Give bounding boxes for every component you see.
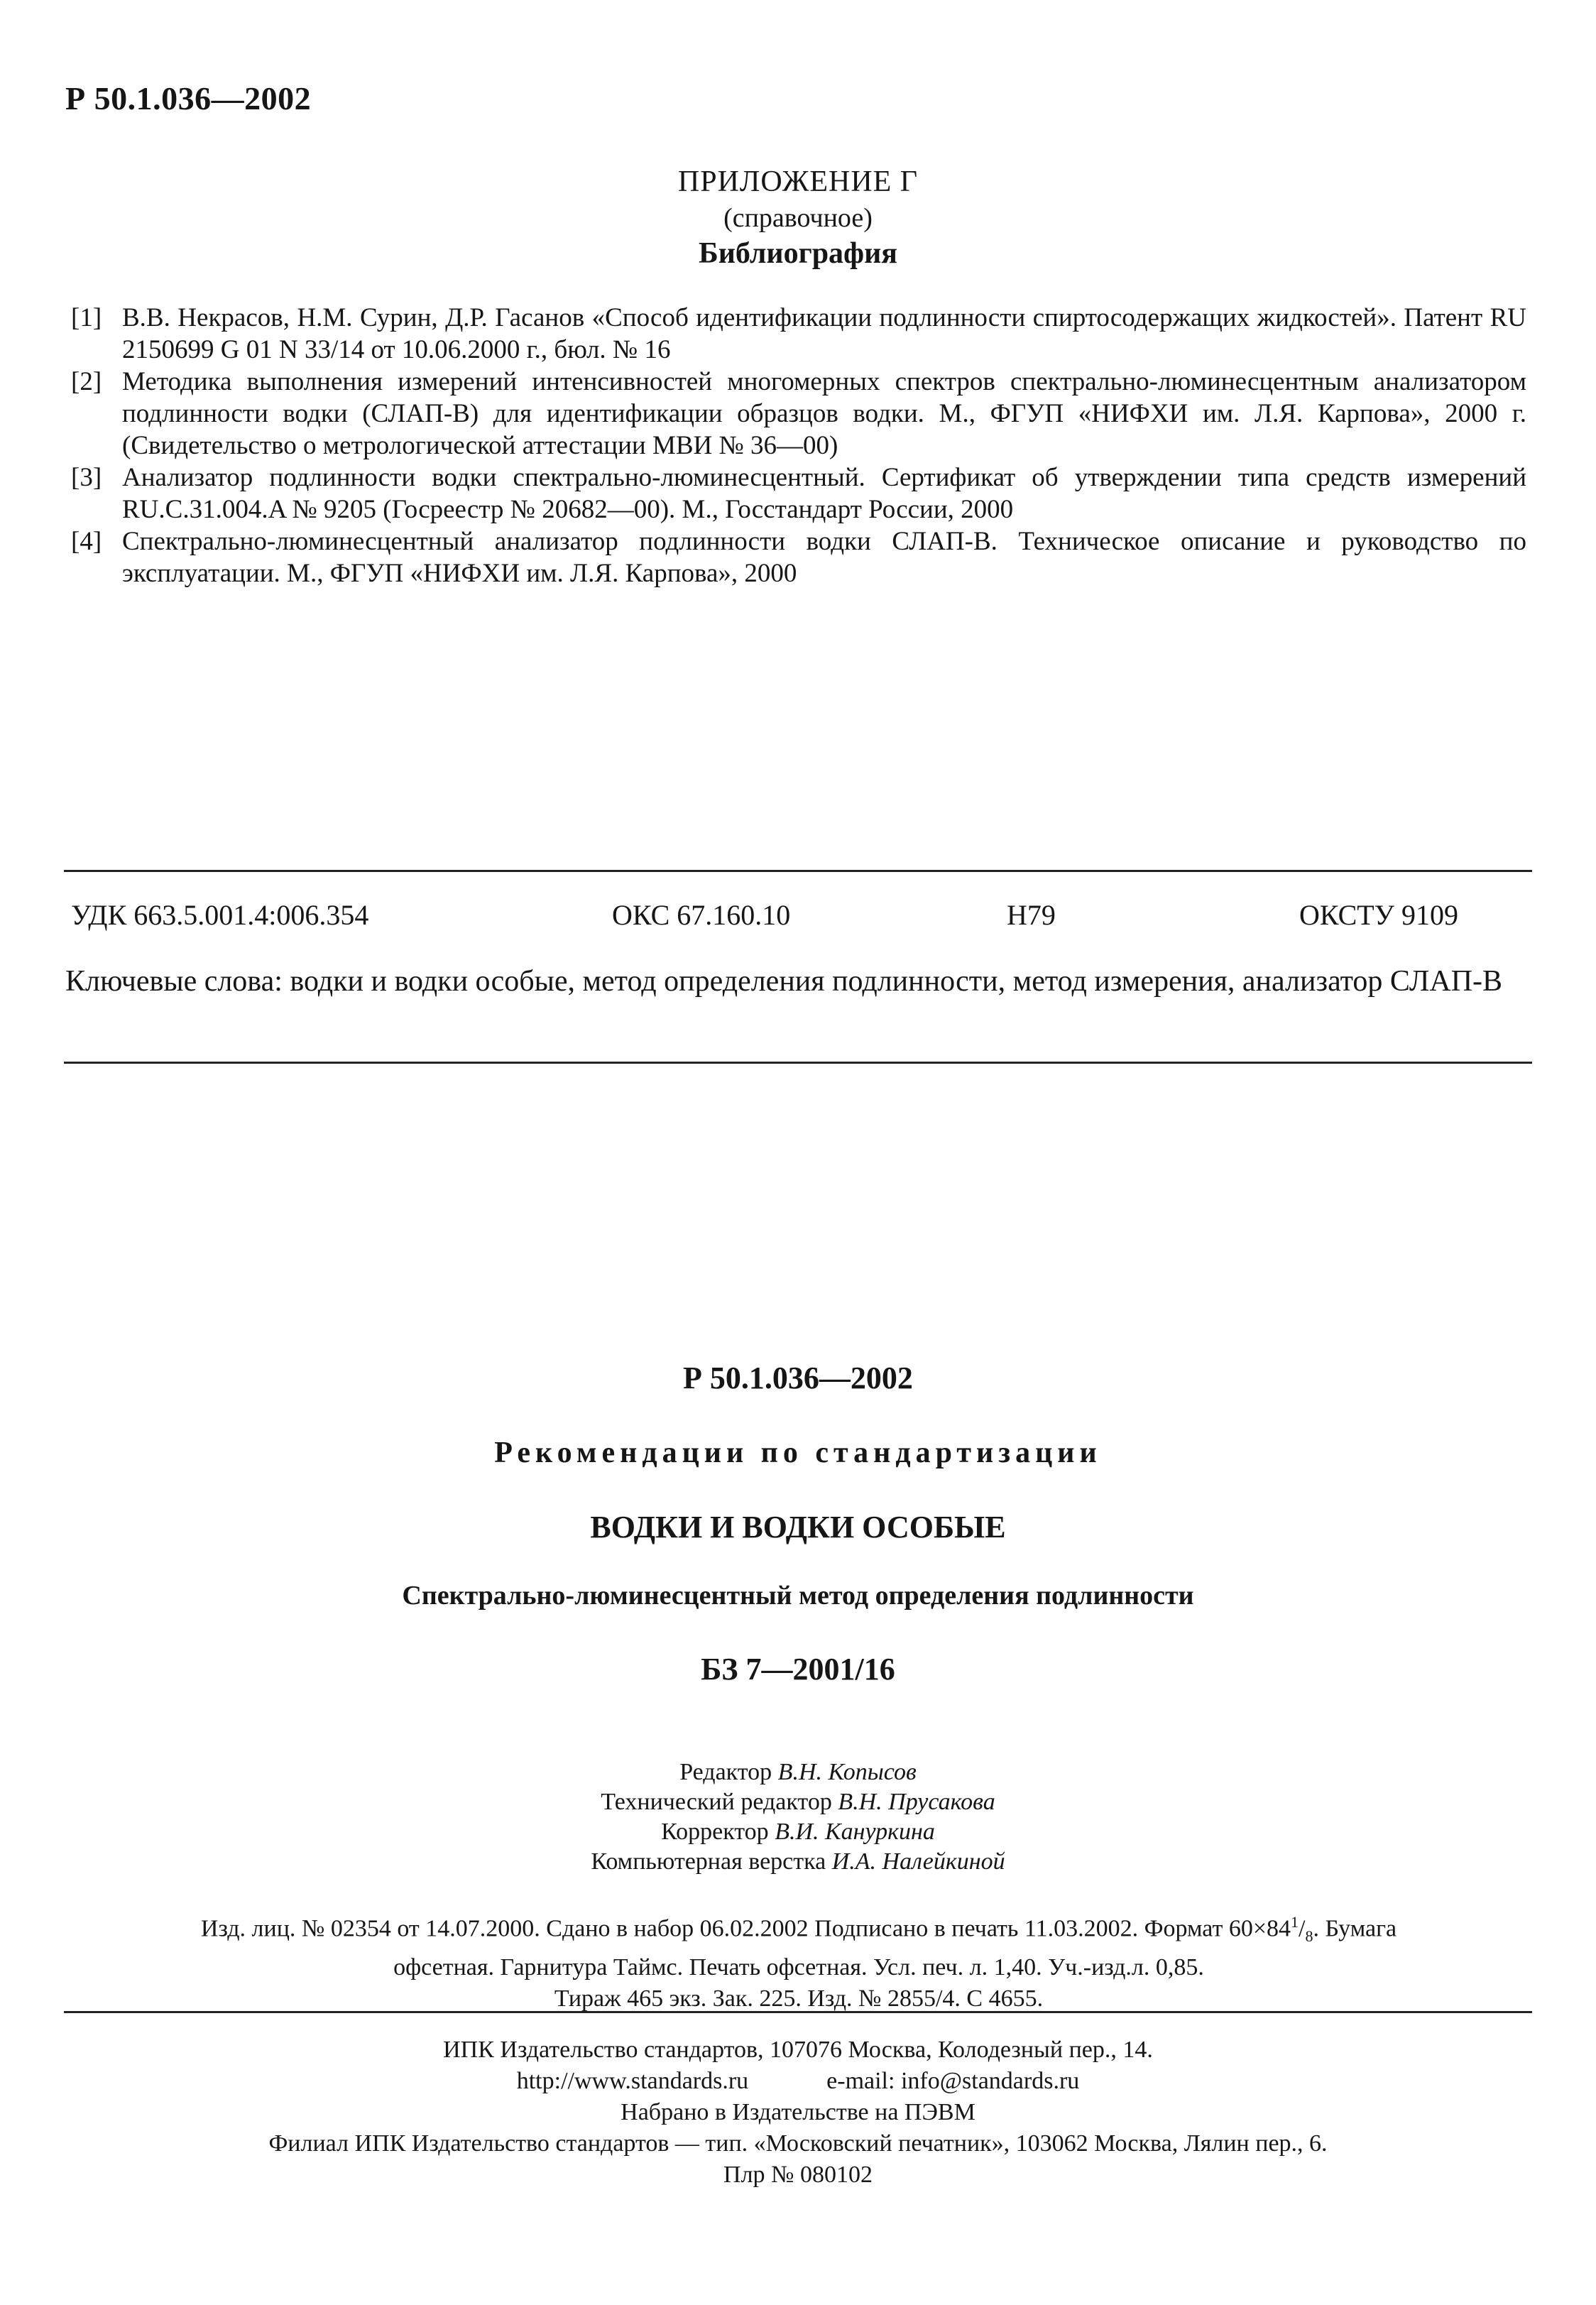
publisher-typeset: Набрано в Издательстве на ПЭВМ [621, 2099, 975, 2125]
bibliography-item [71, 366, 1526, 462]
divider-imprint [64, 2011, 1532, 2013]
bibliography-item-text: Методика выполнения измерений интенсивностей многомерных спектров спектрально-люминесцентным анализатором подлинности водки (СЛАП-В) для идентификации образцов водки. М., ФГУП «НИФХИ им. Л.Я. Карпова», 2000 г. (Свидетельство о метрологической аттестации МВИ № 36—00) [122, 367, 1526, 460]
publisher-info [0, 2034, 1596, 2191]
publisher-contacts [0, 2066, 1596, 2097]
imprint-line-1-text: Изд. лиц. № 02354 от 14.07.2000. Сдано в набор 06.02.2002 Подписано в печать 11.03.2002. Формат 60×84 [200, 1915, 1291, 1942]
keywords: Ключевые слова: водки и водки особые, метод определения подлинности, метод измерения, анализатор СЛАП-В [65, 965, 1503, 998]
staff-line [0, 1847, 1596, 1877]
publisher-license: Плр № 080102 [723, 2162, 873, 2188]
colophon-doc-code: Р 50.1.036—2002 [683, 1361, 913, 1395]
bibliography-heading: Библиография [698, 237, 898, 270]
appendix-subtitle: (справочное) [723, 203, 873, 233]
bibliography-item-number: [1] [71, 303, 102, 332]
bibliography-list [71, 302, 1526, 589]
oks-code: ОКС 67.160.10 [612, 899, 791, 931]
publisher-url: http://www.standards.ru [516, 2068, 749, 2094]
staff-line [0, 1817, 1596, 1847]
staff-line [0, 1758, 1596, 1787]
divider-bottom [64, 1062, 1532, 1064]
publisher-branch: Филиал ИПК Издательство стандартов — тип. «Московский печатник», 103062 Москва, Лялин пер., 6. [268, 2130, 1328, 2157]
staff-name: В.Н. Прусакова [838, 1789, 995, 1815]
udk-code: УДК 663.5.001.4:006.354 [71, 899, 369, 931]
colophon-title: ВОДКИ И ВОДКИ ОСОБЫЕ [590, 1510, 1006, 1544]
staff-role: Корректор [661, 1819, 769, 1845]
okstu-code: ОКСТУ 9109 [1299, 899, 1459, 931]
staff-role: Технический редактор [601, 1789, 832, 1815]
staff-name: В.И. Кануркина [775, 1819, 935, 1845]
bibliography-item-text: Анализатор подлинности водки спектрально-люминесцентный. Сертификат об утверждении типа средств измерений RU.C.31.004.A № 9205 (Госреестр № 20682—00). М., Госстандарт России, 2000 [122, 463, 1526, 524]
imprint-line-1: Изд. лиц. № 02354 от 14.07.2000. Сдано в набор 06.02.2002 Подписано в печать 11.03.2002. Формат $60\times 84^1/_8$. Бумага [200, 1913, 1397, 1946]
staff-role: Редактор [679, 1759, 772, 1785]
publisher-address: ИПК Издательство стандартов, 107076 Москва, Колодезный пер., 14. [443, 2037, 1153, 2063]
bibliography-item-number: [4] [71, 527, 102, 556]
staff-role: Компьютерная верстка [591, 1848, 826, 1875]
page-header-code: Р 50.1.036—2002 [65, 80, 312, 116]
imprint-line-3: Тираж 465 экз. Зак. 225. Изд. № 2855/4. С 4655. [554, 1985, 1044, 2012]
publisher-email: e-mail: info@standards.ru [826, 2068, 1080, 2094]
bibliography-item-number: [2] [71, 367, 102, 396]
colophon-recommendation: Рекомендации по стандартизации [494, 1437, 1102, 1469]
imprint [85, 1907, 1512, 2015]
bibliography-item-text: Спектрально-люминесцентный анализатор подлинности водки СЛАП-В. Техническое описание и руководство по эксплуатации. М., ФГУП «НИФХИ им. Л.Я. Карпова», 2000 [122, 527, 1526, 588]
format-fraction-numerator: 1 [1291, 1913, 1299, 1931]
format-fraction-denominator: 8 [1305, 1927, 1313, 1946]
imprint-line-2: офсетная. Гарнитура Таймс. Печать офсетная. Усл. печ. л. 1,40. Уч.-изд.л. 0,85. [393, 1954, 1204, 1981]
bibliography-item [71, 302, 1526, 366]
bibliography-item [71, 462, 1526, 525]
bibliography-item [71, 525, 1526, 589]
bibliography-item-number: [3] [71, 463, 102, 492]
staff-list [0, 1758, 1596, 1877]
h-code: Н79 [1007, 899, 1056, 931]
staff-name: И.А. Налейкиной [831, 1848, 1005, 1875]
bibliography-item-text: В.В. Некрасов, Н.М. Сурин, Д.Р. Гасанов «Способ идентификации подлинности спиртосодержащих жидкостей». Патент RU 2150699 G 01 N 33/14 от 10.06.2000 г., бюл. № 16 [122, 303, 1526, 364]
divider-top [64, 870, 1532, 872]
imprint-line-1-tail: . Бумага [1313, 1915, 1397, 1942]
staff-name: В.Н. Копысов [777, 1759, 917, 1785]
staff-line [0, 1787, 1596, 1817]
appendix-title: ПРИЛОЖЕНИЕ Г [677, 165, 919, 198]
colophon-subtitle: Спектрально-люминесцентный метод определения подлинности [402, 1581, 1194, 1611]
colophon-bz: БЗ 7—2001/16 [701, 1652, 895, 1686]
